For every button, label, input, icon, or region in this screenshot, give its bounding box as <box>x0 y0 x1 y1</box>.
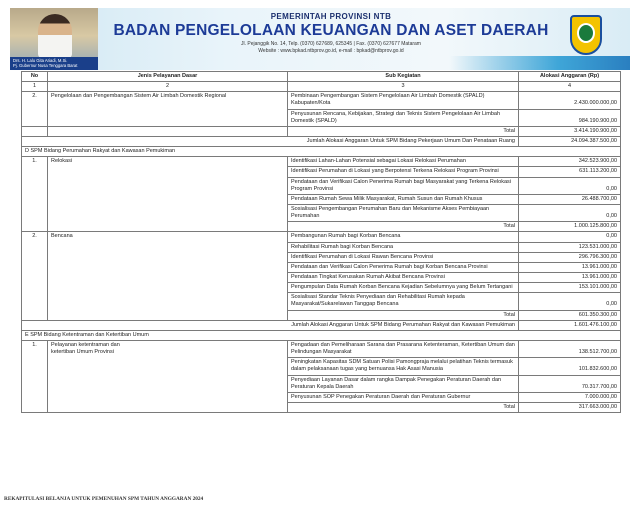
total-label: Total <box>288 402 519 412</box>
total-label: Total <box>288 222 519 232</box>
jenis-pelayanan <box>48 340 288 412</box>
section-row <box>22 330 621 340</box>
row-number: 2. <box>22 232 48 320</box>
section-row <box>22 147 621 157</box>
amount: 7.000.000,00 <box>519 392 621 402</box>
amount: 13.961.000,00 <box>519 262 621 272</box>
sub-kegiatan: Penyediaan Layanan Dasar dalam rangka Dampak Penegakan Peraturan Daerah dan Peraturan Kepala Daerah <box>288 375 519 392</box>
sub-kegiatan: Sosialisasi Pengembangan Perumahan Baru dan Mekanisme Akses Pembiayaan Perumahan <box>288 204 519 221</box>
amount: 0,00 <box>519 177 621 194</box>
total-amount: 3.414.190.900,00 <box>519 126 621 136</box>
sub-kegiatan: Pengumpulan Data Rumah Korban Bencana Kejadian Sebelumnya yang Belum Tertangani <box>288 283 519 293</box>
total-label: Total <box>288 310 519 320</box>
row-number: 2. <box>22 92 48 127</box>
amount: 138.512.700,00 <box>519 340 621 357</box>
amount: 2.430.000.000,00 <box>519 92 621 109</box>
governor-photo <box>10 8 98 70</box>
sub-kegiatan: Identifikasi Perumahan di Lokasi yang Berpotensi Terkena Relokasi Program Provinsi <box>288 167 519 177</box>
jenis-pelayanan: Bencana <box>48 232 288 320</box>
header-alokasi: Alokasi Anggaran (Rp) <box>519 72 621 82</box>
caption-role: Pj. Gubernur Nusa Tenggara Barat <box>13 63 78 69</box>
col-num-4: 4 <box>519 82 621 92</box>
province-logo-icon <box>570 15 602 55</box>
col-num-1: 1 <box>22 82 48 92</box>
sub-kegiatan: Pendataan dan Verifikasi Calon Penerima Rumah bagi Korban Bencana Provinsi <box>288 262 519 272</box>
header-wave-decoration <box>450 56 630 70</box>
header-title-block <box>102 12 560 54</box>
amount: 631.113.200,00 <box>519 167 621 177</box>
amount: 0,00 <box>519 232 621 242</box>
amount: 342.523.900,00 <box>519 157 621 167</box>
empty-cell <box>22 126 48 136</box>
amount: 13.961.000,00 <box>519 272 621 282</box>
summary-row <box>22 320 621 330</box>
table-row <box>22 340 621 357</box>
sub-kegiatan: Pendataan Rumah Sewa Milik Masyarakat, Rumah Susun dan Rumah Khusus <box>288 194 519 204</box>
header-no: No <box>22 72 48 82</box>
col-num-3: 3 <box>288 82 519 92</box>
total-amount: 601.350.300,00 <box>519 310 621 320</box>
photo-caption <box>10 57 98 70</box>
header-subtitle: PEMERINTAH PROVINSI NTB <box>270 12 392 21</box>
summary-amount: 1.601.476.100,00 <box>519 320 621 330</box>
summary-label: Jumlah Alokasi Anggaran Untuk SPM Bidang Pekerjaan Umum Dan Penataan Ruang <box>22 136 519 146</box>
total-amount: 317.663.000,00 <box>519 402 621 412</box>
caption-name: Drs. H. Lalu Gita Ariadi, M.Si. <box>13 58 68 63</box>
table-header-row <box>22 72 621 82</box>
sub-kegiatan: Pendataan Tingkat Kerusakan Rumah Akibat Bencana Provinsi <box>288 272 519 282</box>
header-jenis: Jenis Pelayanan Dasar <box>48 72 288 82</box>
empty-cell <box>48 126 288 136</box>
table-row <box>22 92 621 109</box>
spm-budget-table <box>21 71 621 413</box>
total-amount: 1.000.125.800,00 <box>519 222 621 232</box>
amount: 26.488.700,00 <box>519 194 621 204</box>
summary-row <box>22 136 621 146</box>
sub-kegiatan: Pendataan dan Verifikasi Calon Penerima Rumah bagi Masyarakat yang Terkena Relokasi Program Provinsi <box>288 177 519 194</box>
jenis-pelayanan: Relokasi <box>48 157 288 232</box>
jenis-pelayanan-text: Pelayanan ketentraman dan ketertiban Umum Provinsi <box>51 341 120 356</box>
header-address: Jl. Pejanggik No. 14, Telp. (0370) 627689, 625345 | Fax. (0370) 627677 Mataram <box>241 41 421 47</box>
header-banner <box>10 8 630 70</box>
jenis-pelayanan: Pengelolaan dan Pengembangan Sistem Air Limbah Domestik Regional <box>48 92 288 127</box>
total-row <box>22 126 621 136</box>
logo-emblem-icon <box>577 23 595 43</box>
total-label: Total <box>288 126 519 136</box>
amount: 153.101.000,00 <box>519 283 621 293</box>
amount: 0,00 <box>519 204 621 221</box>
sub-kegiatan: Pembangunan Rumah bagi Korban Bencana <box>288 232 519 242</box>
amount: 296.796.300,00 <box>519 252 621 262</box>
row-number: 1. <box>22 340 48 412</box>
amount: 101.832.600,00 <box>519 358 621 375</box>
governor-portrait <box>38 14 72 58</box>
column-number-row <box>22 82 621 92</box>
header-sub-kegiatan: Sub Kegiatan <box>288 72 519 82</box>
sub-kegiatan: Identifikasi Perumahan di Lokasi Rawan Bencana Provinsi <box>288 252 519 262</box>
amount: 70.317.700,00 <box>519 375 621 392</box>
col-num-2: 2 <box>48 82 288 92</box>
summary-amount: 24.094.387.500,00 <box>519 136 621 146</box>
sub-kegiatan: Identifikasi Lahan-Lahan Potensial sebagai Lokasi Relokasi Perumahan <box>288 157 519 167</box>
sub-kegiatan: Pengadaan dan Pemeliharaan Sarana dan Prasarana Ketenteraman, Ketertiban Umum dan Pelindungan Masyarakat <box>288 340 519 357</box>
summary-label: Jumlah Alokasi Anggaran Untuk SPM Bidang Perumahan Rakyat dan Kawasan Pemukiman <box>22 320 519 330</box>
sub-kegiatan: Rehabilitasi Rumah bagi Korban Bencana <box>288 242 519 252</box>
sub-kegiatan: Pembinaan Pengembangan Sistem Pengelolaan Air Limbah Domestik (SPALD) Kabupaten/Kota <box>288 92 519 109</box>
page-title: BADAN PENGELOLAAN KEUANGAN DAN ASET DAERAH <box>113 22 549 39</box>
sub-kegiatan: Sosialisasi Standar Teknis Penyediaan dan Rehabilitasi Rumah kepada Masyarakat/Sukarelawan Tanggap Bencana <box>288 293 519 310</box>
table-row <box>22 157 621 167</box>
section-e-title: E SPM Bidang Ketentraman dan Ketertiban Umum <box>22 330 621 340</box>
table-row <box>22 232 621 242</box>
sub-kegiatan: Penyusunan SOP Penegakan Peraturan Daerah dan Peraturan Gubernur <box>288 392 519 402</box>
amount: 0,00 <box>519 293 621 310</box>
header-contact: Website : www.bpkad.ntbprov.go.id, e-mail : bpkad@ntbprov.go.id <box>258 48 404 54</box>
amount: 123.531.000,00 <box>519 242 621 252</box>
sub-kegiatan: Penyusunan Rencana, Kebijakan, Strategi dan Teknis Sistem Pengelolaan Air Limbah Domestik (SPALD) <box>288 109 519 126</box>
footer-caption: REKAPITULASI BELANJA UNTUK PEMENUHAN SPM TAHUN ANGGARAN 2024 <box>4 496 204 502</box>
sub-kegiatan: Peningkatan Kapasitas SDM Satuan Polisi Pamongpraja melalui pelatihan Teknis termasuk dalam pelaksanaan tugas yang bernuansa Hak Asasi Manusia <box>288 358 519 375</box>
section-d-title: D SPM Bidang Perumahan Rakyat dan Kawasan Pemukiman <box>22 147 621 157</box>
row-number: 1. <box>22 157 48 232</box>
amount: 984.190.900,00 <box>519 109 621 126</box>
